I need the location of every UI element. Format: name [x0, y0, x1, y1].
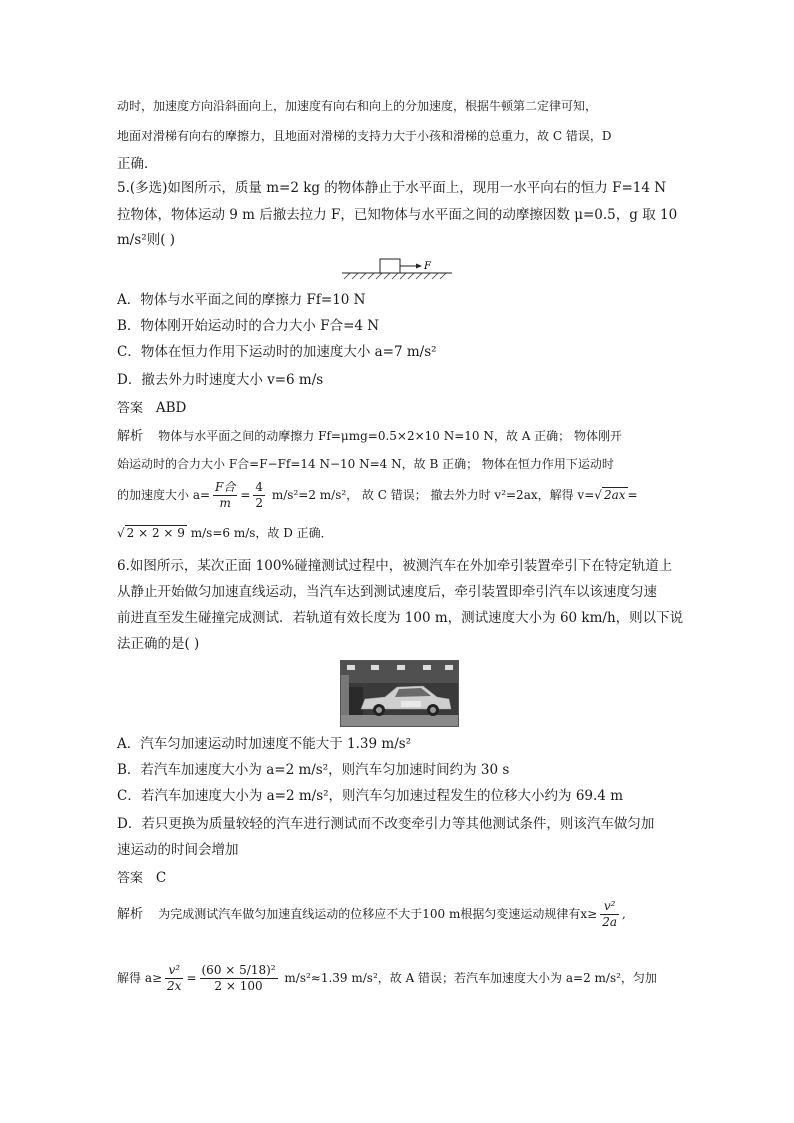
crash-test-illustration [341, 661, 458, 726]
fraction-numerator: v² [165, 963, 183, 979]
q6-stem-line-4: 法正确的是( ) [117, 636, 200, 652]
q6-option-b: B．若汽车加速度大小为 a=2 m/s²，则汽车匀加速时间约为 30 s [117, 762, 510, 778]
q6-option-d: D．若只更换为质量较轻的汽车进行测试而不改变牵引力等其他测试条件，则该汽车做匀加 [117, 816, 655, 832]
fraction-denominator: m [219, 496, 231, 510]
fraction-denominator: 2a [602, 915, 618, 929]
fraction-denominator: 2 [255, 496, 264, 510]
q5-option-a: A．物体与水平面之间的摩擦力 Ff=10 N [117, 292, 366, 308]
fraction-numerator: F合 [215, 480, 236, 494]
q5-sol3-end: = [627, 488, 638, 502]
q5-option-d: D．撤去外力时速度大小 v=6 m/s [117, 372, 324, 388]
answer-label: 答案 [117, 871, 144, 886]
prev-solution-line-1: 动时，加速度方向沿斜面向上，加速度有向右和向上的分加速度，根据牛顿第二定律可知， [117, 99, 598, 113]
fraction-denominator: 2 × 100 [214, 979, 263, 993]
sqrt-sign: √ [594, 488, 602, 502]
q6-solution-line-1 [117, 897, 626, 932]
q6-option-d-continued: 速运动的时间会增加 [117, 842, 239, 858]
q6-sol1-text: 为完成测试汽车做匀加速直线运动的位移应不大于100 m根据匀变速运动规律有x≥ [158, 907, 598, 921]
ground-hatch [344, 273, 446, 279]
solution-label: 解析 [117, 907, 144, 922]
q6-sol2-eq: = [186, 971, 197, 985]
q6-option-a: A．汽车匀加速运动时加速度不能大于 1.39 m/s² [117, 736, 412, 752]
answer-value: ABD [155, 400, 187, 416]
q6-option-c: C．若汽车加速度大小为 a=2 m/s²，则汽车匀加速过程发生的位移大小约为 69.4 m [117, 788, 623, 804]
q5-answer [117, 398, 186, 419]
q5-option-b: B．物体刚开始运动时的合力大小 F合=4 N [117, 318, 380, 334]
q6-fraction-v2-2a [600, 899, 619, 930]
fraction-numerator: 4 [255, 480, 264, 494]
q6-sol2-post: m/s²≈1.39 m/s²，故 A 错误；若汽车加速度大小为 a=2 m/s²，匀加 [280, 971, 657, 985]
block-force-diagram [342, 257, 452, 281]
q6-solution-line-2 [117, 950, 657, 1006]
answer-value: C [155, 870, 167, 886]
sqrt-radicand: 2 × 2 × 9 [126, 526, 185, 540]
q5-stem-line-1: 5.(多选)如图所示，质量 m=2 kg 的物体静止于水平面上，现用一水平向右的恒力 F=14 N [117, 180, 667, 196]
q6-fraction-speed-squared [200, 963, 278, 994]
force-arrow-head [416, 264, 422, 269]
prev-solution-line-2: 地面对滑梯有向右的摩擦力，且地面对滑梯的支持力大于小孩和滑梯的总重力，故 C 错误，D [117, 129, 612, 143]
q5-solution-line-1 [117, 426, 622, 447]
q6-stem-line-1: 6.如图所示，某次正面 100%碰撞测试过程中，被测汽车在外加牵引装置牵引下在特定轨道上 [117, 558, 673, 574]
q5-option-c: C．物体在恒力作用下运动时的加速度大小 a=7 m/s² [117, 344, 437, 360]
q6-stem-line-2: 从静止开始做匀加速直线运动，当汽车达到测试速度后，牵引装置即牵引汽车以该速度匀速 [117, 584, 657, 600]
q6-fraction-v2-2x [165, 963, 183, 994]
crash-test-photo [340, 660, 459, 727]
force-label: F [424, 261, 431, 272]
block-shape [380, 259, 400, 273]
q5-solution-line-4 [117, 523, 333, 543]
sqrt-radicand: 2ax [603, 488, 626, 502]
prev-solution-line-3: 正确． [117, 156, 158, 172]
q5-solution-line-2: 始运动时的合力大小 F合=F−Ff=14 N−10 N=4 N，故 B 正确； 物体在恒力作用下运动时 [117, 457, 614, 471]
q6-sol1-end: , [622, 907, 626, 921]
q5-sol3-eq: = [240, 488, 251, 502]
q5-sol3-post: m/s²=2 m/s²， 故 C 错误； 撤去外力时 v²=2ax，解得 v= [268, 488, 595, 502]
q5-stem-line-2: 拉物体，物体运动 9 m 后撤去拉力 F，已知物体与水平面之间的动摩擦因数 μ=0.5，g 取 10 [117, 207, 678, 223]
fraction-numerator: v² [600, 899, 619, 915]
fraction-denominator: 2x [167, 979, 182, 993]
q5-stem-line-3: m/s²则( ) [117, 232, 176, 248]
solution-label: 解析 [117, 429, 144, 444]
fraction-numerator: (60 × 5/18)² [201, 963, 276, 977]
q5-sol4-post: m/s=6 m/s，故 D 正确． [186, 526, 333, 540]
q6-stem-line-3: 前进直至发生碰撞完成测试．若轨道有效长度为 100 m，测试速度大小为 60 km/h，则以下说 [117, 610, 684, 626]
answer-label: 答案 [117, 401, 144, 416]
q5-sol3-pre: 的加速度大小 a= [117, 488, 211, 502]
q6-answer [117, 868, 166, 889]
q5-fraction-fnet-m [213, 480, 237, 511]
q5-solution-line-3 [117, 478, 638, 512]
sqrt-sign: √ [117, 526, 125, 540]
q6-sol2-pre: 解得 a≥ [117, 971, 163, 985]
q5-fraction-4-2 [253, 480, 265, 511]
q5-solution-text-1: 物体与水平面之间的动摩擦力 Ff=μmg=0.5×2×10 N=10 N，故 A 正确； 物体刚开 [158, 429, 622, 443]
